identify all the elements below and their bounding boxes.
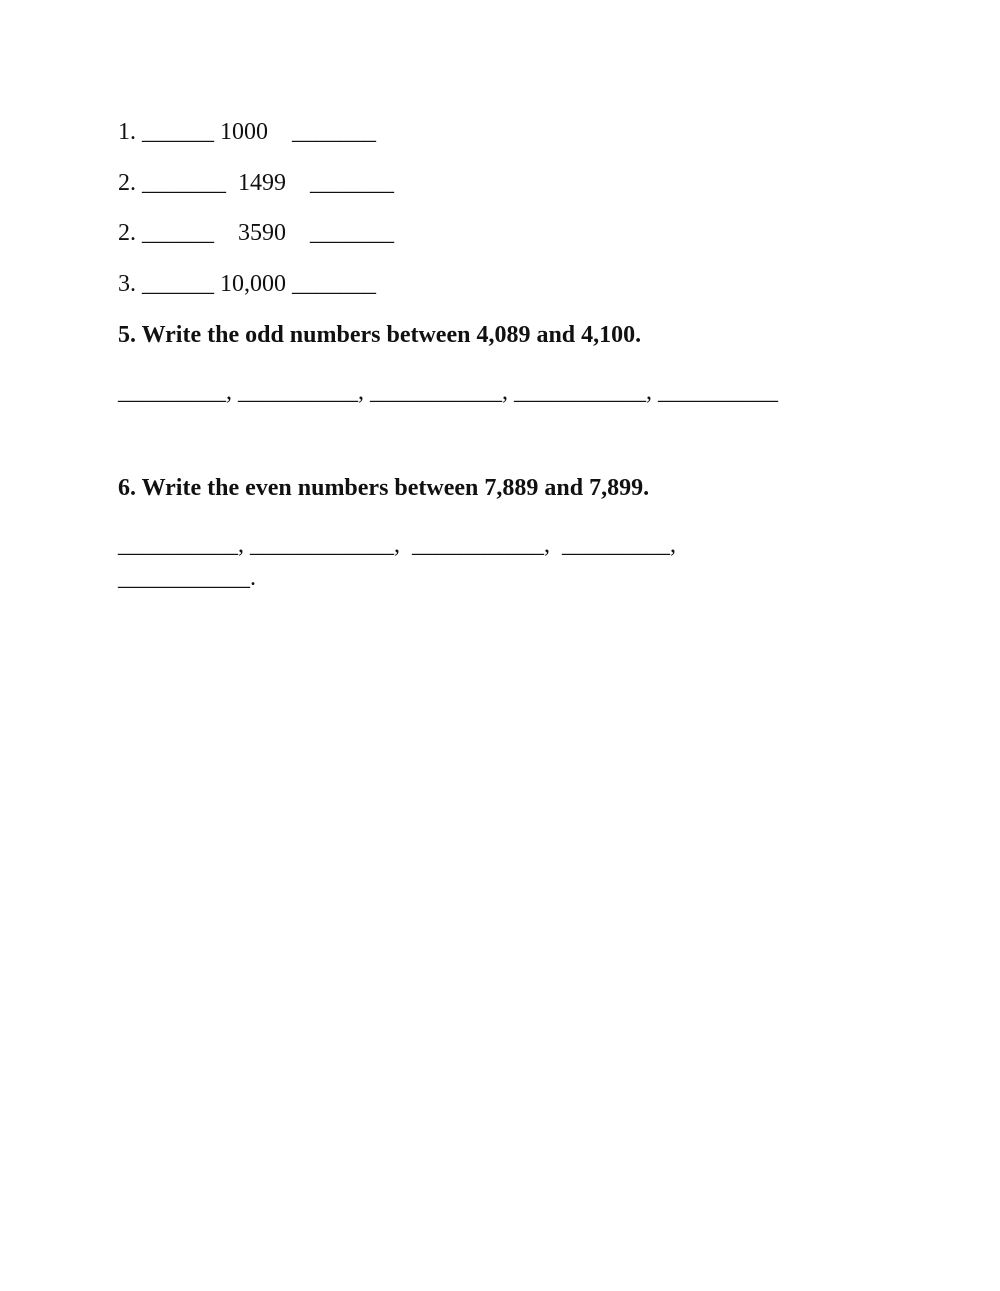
number-row-4: 3. ______ 10,000 _______	[118, 271, 376, 297]
number-row-1: 1. ______ 1000 _______	[118, 119, 376, 145]
question-6-answer-blanks-line-2: ___________.	[118, 565, 256, 591]
question-5-prompt: 5. Write the odd numbers between 4,089 and 4,100.	[118, 322, 642, 348]
question-6-prompt: 6. Write the even numbers between 7,889 and 7,899.	[118, 475, 650, 501]
question-5-answer-blanks: _________, __________, ___________, ___________, __________	[118, 379, 778, 405]
number-row-2: 2. _______ 1499 _______	[118, 170, 394, 196]
number-row-3: 2. ______ 3590 _______	[118, 220, 394, 246]
question-6-answer-blanks-line-1: __________, ____________, ___________, _________,	[118, 532, 676, 558]
